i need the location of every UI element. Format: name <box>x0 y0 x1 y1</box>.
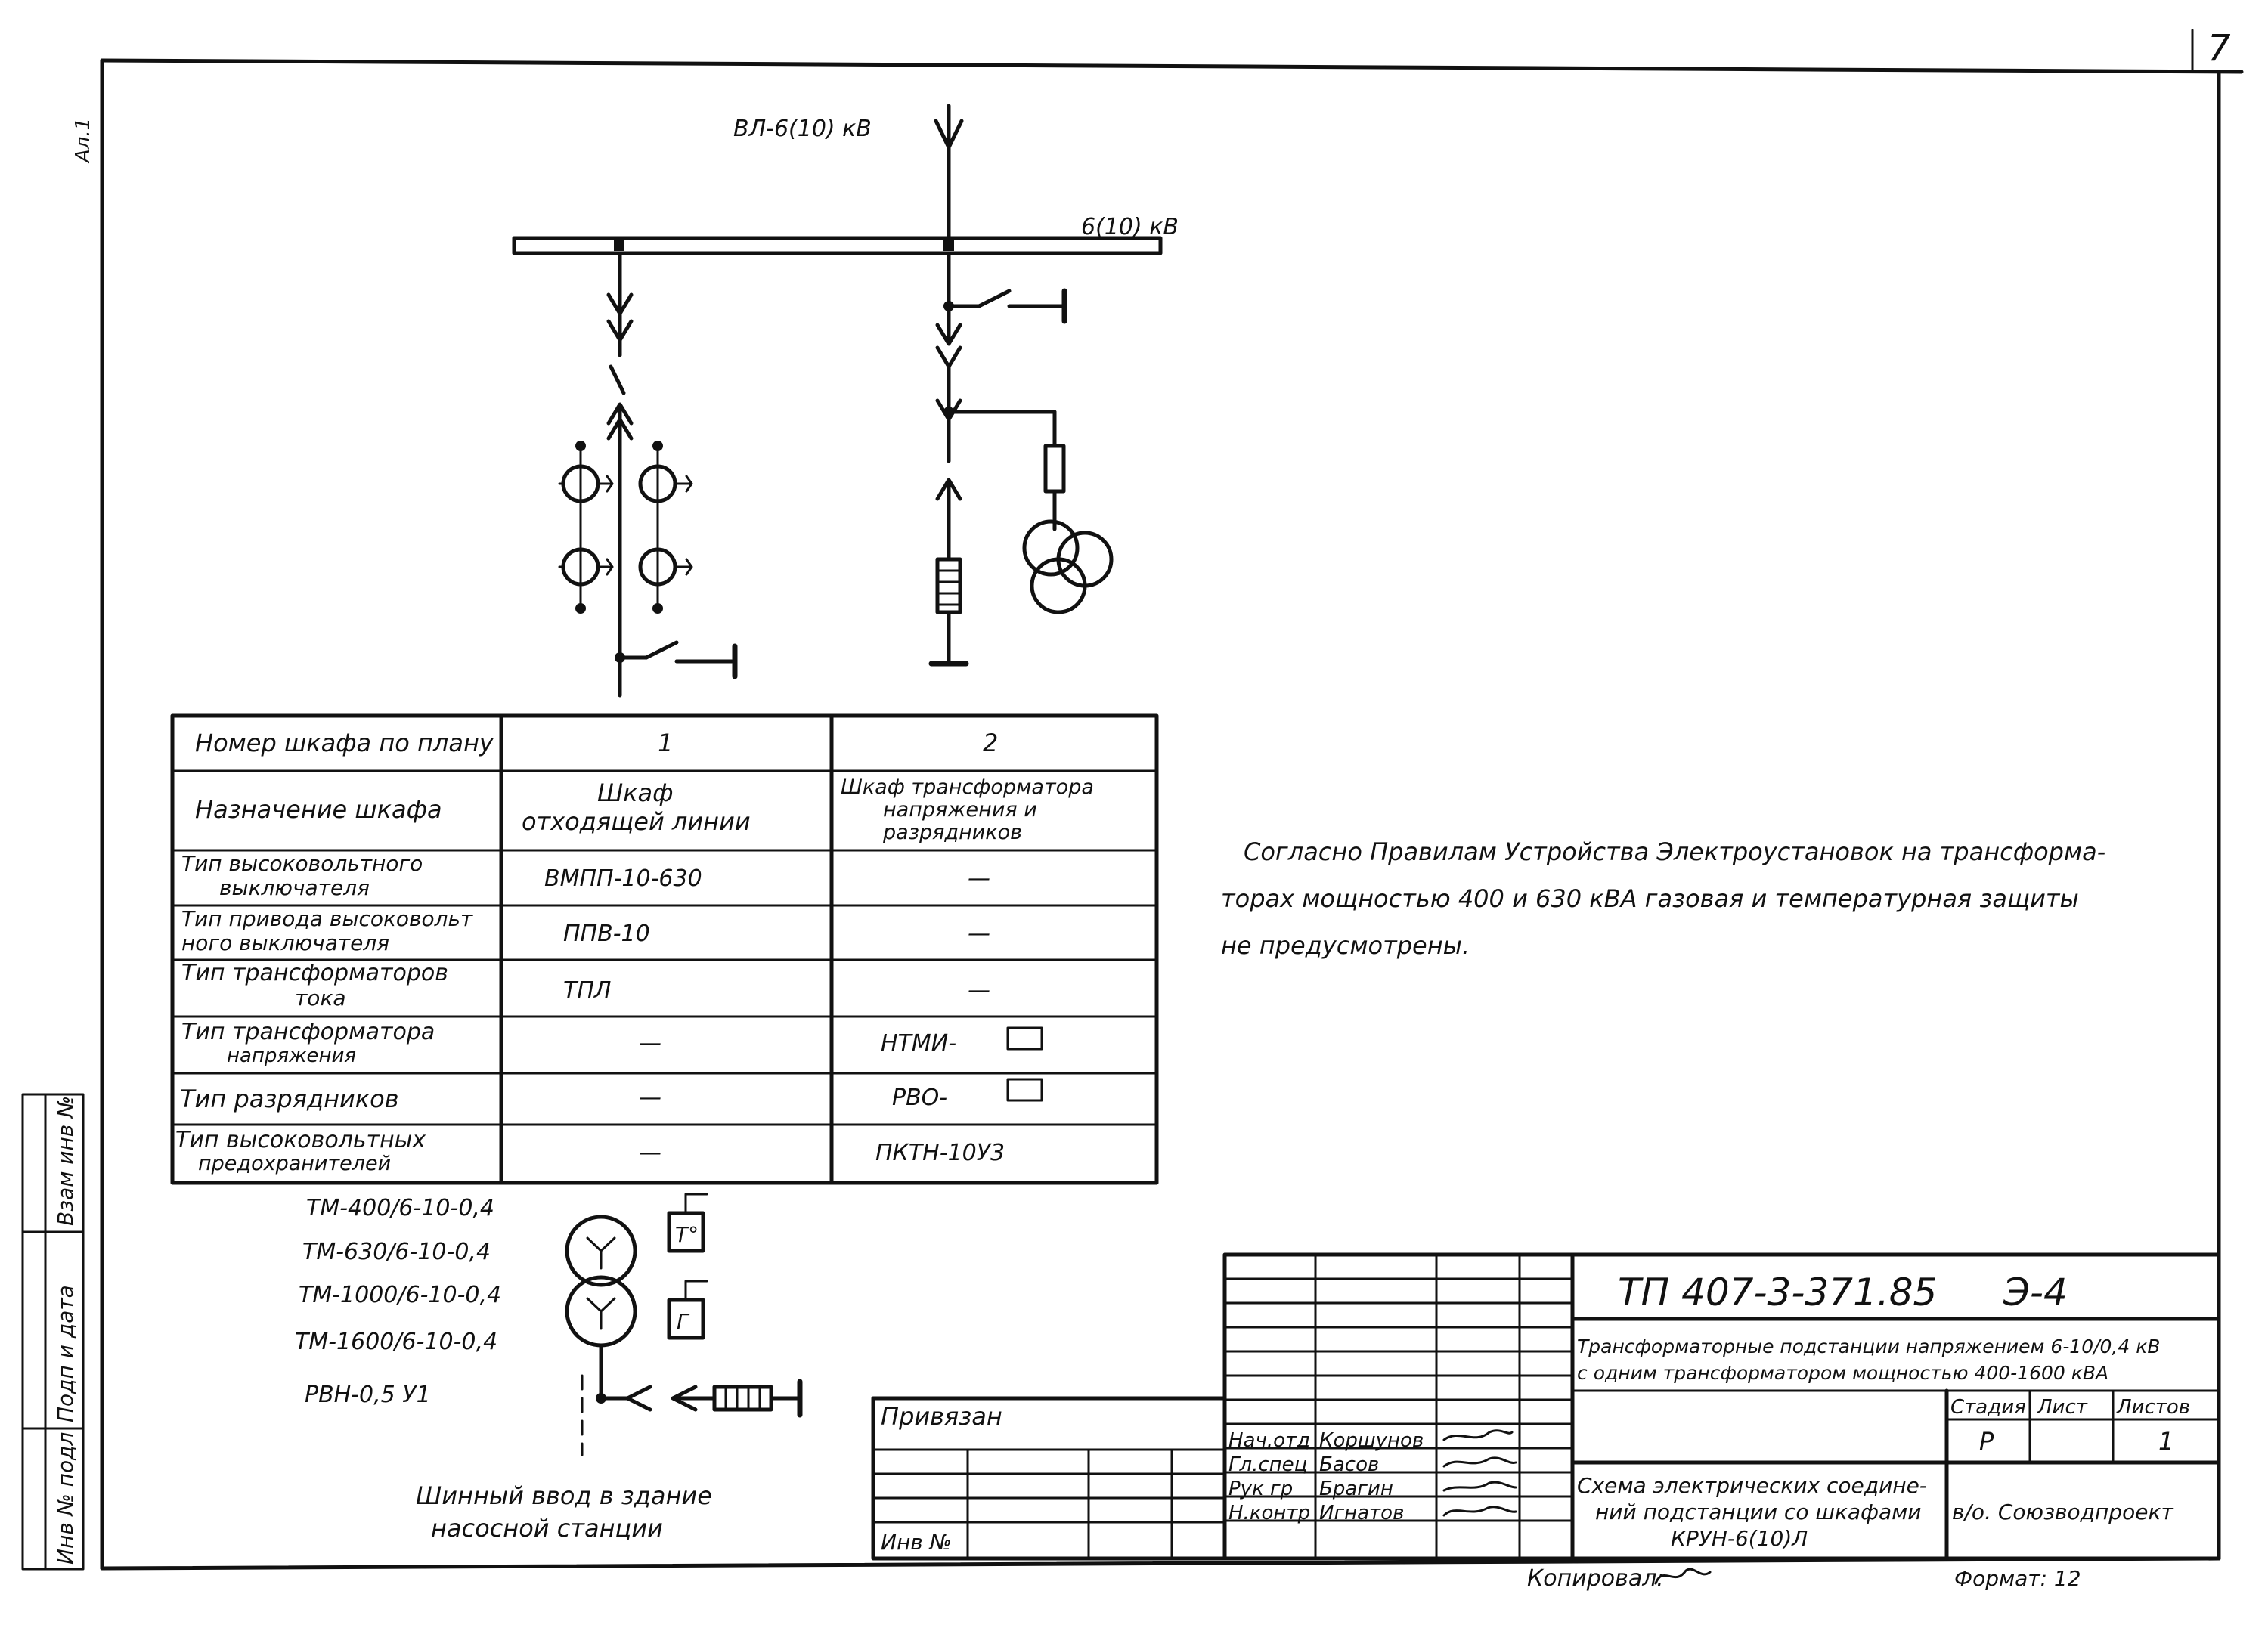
stage-value: Р <box>1979 1427 1994 1456</box>
table-row-4-c1: ТПЛ <box>563 977 612 1004</box>
sign-role-4: Н.контр <box>1228 1502 1311 1524</box>
table-row-1-c1-b: отходящей линии <box>522 807 751 836</box>
sign-role-1: Нач.отд <box>1228 1429 1311 1452</box>
note-line-2: торах мощностью 400 и 630 кВА газовая и температурная защиты <box>1221 884 2079 913</box>
sheets-value: 1 <box>2158 1427 2174 1456</box>
transformer-model-4: ТМ-1600/6-10-0,4 <box>295 1329 498 1355</box>
relay-gas-label: Г <box>677 1309 689 1334</box>
table-row-4-label-a: Тип трансформаторов <box>181 960 448 986</box>
bus-label: 6(10) кВ <box>1081 214 1179 240</box>
privyazan-label: Привязан <box>881 1402 1002 1431</box>
voltage-transformer <box>1024 522 1111 612</box>
table-row-2-c2: — <box>968 865 990 892</box>
sign-role-3: Рук гр <box>1228 1478 1294 1500</box>
sign-name-4: Игнатов <box>1319 1502 1405 1524</box>
table-row-4-c2: — <box>968 977 990 1004</box>
table-row-3-label-a: Тип привода высоковольт <box>181 906 473 931</box>
sheet-header: Лист <box>2037 1396 2087 1419</box>
table-row-1-c2-b: напряжения и <box>883 798 1037 822</box>
table-row-1-c1-a: Шкаф <box>597 778 674 807</box>
table-row-0-c2: 2 <box>983 729 999 757</box>
sign-role-2: Гл.спец <box>1228 1453 1308 1476</box>
table-row-7-label-b: предохранителей <box>198 1152 392 1175</box>
busbar <box>514 238 1160 253</box>
table-row-1-c2-a: Шкаф трансформатора <box>841 775 1094 799</box>
project-title-1: Трансформаторные подстанции напряжением 6-10/0,4 кВ <box>1577 1336 2161 1357</box>
corner-mark: Ал.1 <box>72 117 94 162</box>
project-title-2: с одним трансформатором мощностью 400-1600 кВА <box>1577 1362 2109 1384</box>
table-row-1-label: Назначение шкафа <box>195 795 442 824</box>
table-row-2-c1: ВМПП-10-630 <box>544 865 702 892</box>
sheet-code: Э-4 <box>2003 1271 2068 1314</box>
table-row-5-label-b: напряжения <box>227 1045 357 1067</box>
table-row-5-c2: НТМИ- <box>881 1030 957 1057</box>
side-stamp-inv: Инв № подл <box>53 1431 78 1565</box>
table-row-7-c2: ПКТН-10У3 <box>875 1140 1005 1166</box>
transformer-model-1: ТМ-400/6-10-0,4 <box>306 1195 495 1221</box>
power-transformer <box>567 1217 635 1455</box>
table-row-2-label-a: Тип высоковольтного <box>181 851 423 876</box>
table-row-4-label-b: тока <box>295 986 346 1011</box>
table-row-6-c2: РВО- <box>892 1085 948 1111</box>
table-row-5-c1: — <box>639 1030 662 1057</box>
transformer-model-3: ТМ-1000/6-10-0,4 <box>299 1282 502 1308</box>
table-row-0-c1: 1 <box>658 729 674 757</box>
page-number: 7 <box>2208 27 2231 70</box>
note-line-3: не предусмотрены. <box>1221 931 1470 960</box>
table-row-6-label: Тип разрядников <box>180 1085 399 1113</box>
table-row-6-c1: — <box>639 1085 662 1111</box>
side-stamp-replace: Взам инв № <box>53 1095 78 1226</box>
drawing-title-1: Схема электрических соедине- <box>1577 1473 1927 1498</box>
sheets-header: Листов <box>2117 1396 2191 1419</box>
side-stamp-sign: Подп и дата <box>53 1285 78 1422</box>
sign-name-1: Коршунов <box>1319 1429 1424 1452</box>
table-row-7-label-a: Тип высоковольтных <box>175 1127 426 1153</box>
table-row-0-label: Номер шкафа по плану <box>195 729 494 757</box>
drawing-title-2: ний подстанции со шкафами <box>1595 1500 1922 1524</box>
table-row-3-c2: — <box>968 921 990 947</box>
arrester-model: РВН-0,5 У1 <box>305 1382 431 1408</box>
sign-name-3: Брагин <box>1319 1478 1393 1500</box>
table-row-5-label-a: Тип трансформатора <box>181 1019 435 1045</box>
inv-no-label: Инв № <box>881 1530 952 1555</box>
format-label: Формат: 12 <box>1954 1566 2081 1591</box>
arrester <box>937 559 960 612</box>
bus-entry-caption-1: Шинный ввод в здание <box>416 1481 712 1510</box>
table-row-1-c2-c: разрядников <box>883 821 1023 844</box>
table-row-2-label-b: выключателя <box>219 875 370 900</box>
bus-entry-caption-2: насосной станции <box>431 1514 663 1543</box>
line-label: ВЛ-6(10) кВ <box>733 116 872 142</box>
table-row-7-c1: — <box>639 1140 662 1166</box>
note-line-1: Согласно Правилам Устройства Электроустановок на трансформа- <box>1244 837 2106 866</box>
stage-header: Стадия <box>1950 1396 2026 1419</box>
table-row-3-c1: ППВ-10 <box>563 921 650 947</box>
sign-name-2: Басов <box>1319 1453 1380 1476</box>
transformer-model-2: ТМ-630/6-10-0,4 <box>302 1239 491 1265</box>
table-row-3-label-b: ного выключателя <box>181 930 390 955</box>
organization: в/о. Союзводпроект <box>1952 1500 2174 1524</box>
copied-label: Копировал: <box>1527 1565 1665 1592</box>
doc-code: ТП 407-3-371.85 <box>1618 1271 1938 1314</box>
drawing-title-3: КРУН-6(10)Л <box>1671 1526 1808 1551</box>
relay-temp-label: Т° <box>675 1222 699 1247</box>
current-transformers <box>559 441 692 614</box>
